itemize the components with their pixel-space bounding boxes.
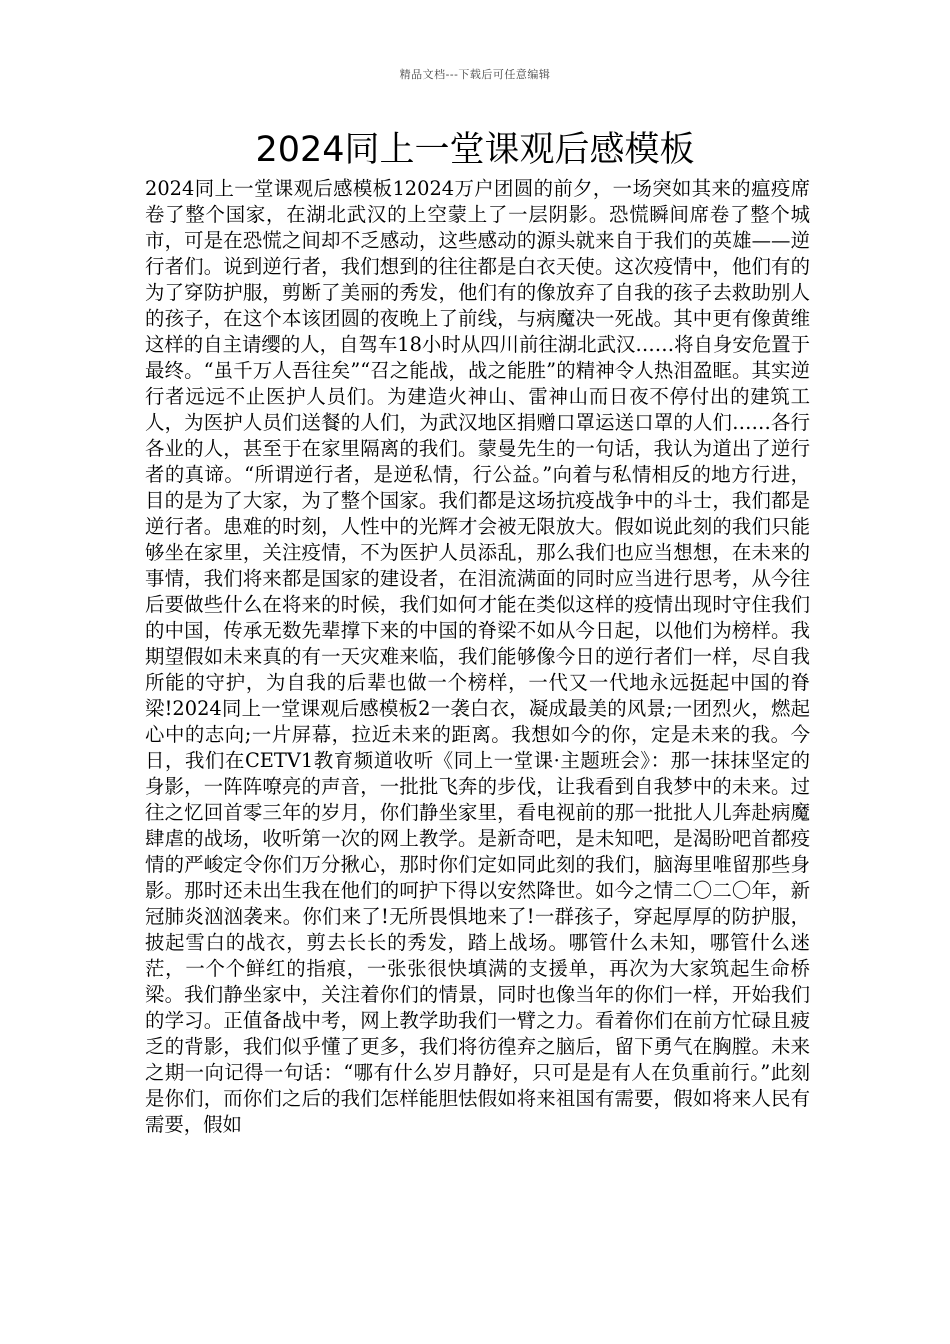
document-title: 2024同上一堂课观后感模板	[255, 130, 695, 170]
header-note: 精品文档---下载后可任意编辑	[399, 68, 551, 81]
document-body: 2024同上一堂课观后感模板12024万户团圆的前夕，一场突如其来的瘟疫席卷了整个国家，在湖北武汉的上空蒙上了一层阴影。恐慌瞬间席卷了整个城市，可是在恐慌之间却不乏感动，这些感动的源头就来自于我们的英雄——逆行者们。说到逆行者，我们想到的往往都是白衣天使。这次疫情中，他们有的为了穿防护服，剪断了美丽的秀发，他们有的像放弃了自我的孩子去救助别人的孩子，在这个本该团圆的夜晚上了前线，与病魔决一死战。其中更有像黄维这样的自主请缨的人，自驾车18小时从四川前往湖北武汉……将自身安危置于最终。“虽千万人吾往矣”“召之能战，战之能胜”的精神令人热泪盈眶。其实逆行者远远不止医护人员们。为建造火神山、雷神山而日夜不停付出的建筑工人，为医护人员们送餐的人们，为武汉地区捐赠口罩运送口罩的人们……各行各业的人，甚至于在家里隔离的我们。蒙曼先生的一句话，我认为道出了逆行者的真谛。“所谓逆行者，是逆私情，行公益。”向着与私情相反的地方行进，目的是为了大家，为了整个国家。我们都是这场抗疫战争中的斗士，我们都是逆行者。患难的时刻，人性中的光辉才会被无限放大。假如说此刻的我们只能够坐在家里，关注疫情，不为医护人员添乱，那么我们也应当想想，在未来的事情，我们将来都是国家的建设者，在泪流满面的同时应当进行思考，从今往后要做些什么在将来的时候，我们如何才能在类似这样的疫情出现时守住我们的中国，传承无数先辈撑下来的中国的脊梁不如从今日起，以他们为榜样。我期望假如未来真的有一天灾难来临，我们能够像今日的逆行者们一样，尽自我所能的守护，为自我的后辈也做一个榜样，一代又一代地永远挺起中国的脊梁!2024同上一堂课观后感模板2一袭白衣，凝成最美的风景;一团烈火，燃起心中的志向;一片屏幕，拉近未来的距离。我想如今的你，定是未来的我。今日，我们在CETV1教育频道收听《同上一堂课·主题班会》：那一抹抹坚定的身影，一阵阵嘹亮的声音，一批批飞奔的步伐，让我看到自我梦中的未来。过往之忆回首零三年的岁月，你们静坐家里，看电视前的那一批批人儿奔赴病魔肆虐的战场，收听第一次的网上教学。是新奇吧，是未知吧，是渴盼吧首都疫情的严峻定令你们万分揪心，那时你们定如同此刻的我们，脑海里唯留那些身影。那时还未出生我在他们的呵护下得以安然降世。如今之情二〇二〇年，新冠肺炎汹汹袭来。你们来了!无所畏惧地来了!一群孩子，穿起厚厚的防护服，披起雪白的战衣，剪去长长的秀发，踏上战场。哪管什么未知，哪管什么迷茫，一个个鲜红的指痕，一张张很快填满的支援单，再次为大家筑起生命桥梁。我们静坐家中，关注着你们的情景，同时也像当年的你们一样，开始我们的学习。正值备战中考，网上教学助我们一臂之力。看着你们在前方忙碌且疲乏的背影，我们似乎懂了更多，我们将彷徨弃之脑后，留下勇气在胸膛。未来之期一向记得一句话：“哪有什么岁月静好，只可是是有人在负重前行。”此刻是你们，而你们之后的我们怎样能胆怯假如将来祖国有需要，假如将来人民有需要，假如	[145, 177, 810, 1136]
